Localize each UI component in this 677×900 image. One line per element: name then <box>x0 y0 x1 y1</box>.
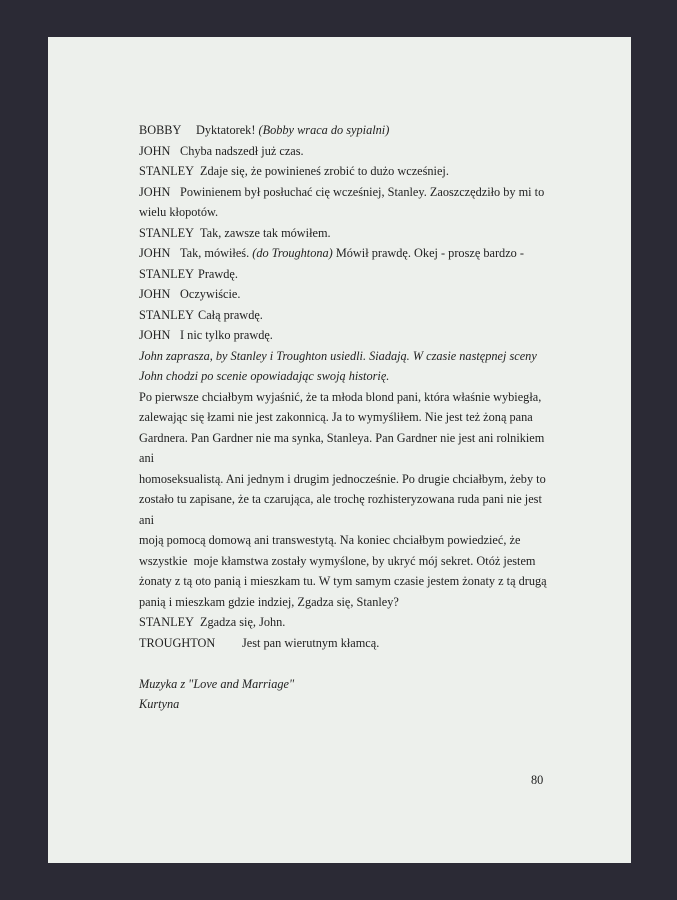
monologue-line: Po pierwsze chciałbym wyjaśnić, że ta młoda blond pani, która właśnie wybiegła, <box>139 389 542 404</box>
dialogue-line <box>139 182 559 203</box>
speaker-name: STANLEY <box>139 615 195 629</box>
dialogue-line <box>139 243 559 264</box>
monologue-line: homoseksualistą. Ani jednym i drugim jednocześnie. Po drugie chciałbym, żeby to <box>139 471 546 486</box>
dialogue-text: Oczywiście. <box>180 287 241 301</box>
monologue-line: panią i mieszkam gdzie indziej, Zgadza się, Stanley? <box>139 594 399 609</box>
dialogue-line <box>139 161 559 182</box>
dialogue-text: Prawdę. <box>198 266 238 281</box>
dialogue-text: Dyktatorek! <box>196 123 256 137</box>
inline-stage-direction: (Bobby wraca do sypialni) <box>258 123 390 137</box>
blank-line <box>139 653 559 674</box>
dialogue-text: I nic tylko prawdę. <box>180 328 273 342</box>
dialogue-line <box>139 305 559 326</box>
speaker-name: JOHN <box>139 246 171 260</box>
monologue-line: zostało tu zapisane, że ta czarująca, ale trochę rozhisteryzowana ruda pani nie jest ani <box>139 492 542 527</box>
dialogue-continuation: wielu kłopotów. <box>139 205 219 219</box>
dialogue-line <box>139 325 559 346</box>
dialogue-text: Tak, zawsze tak mówiłem. <box>200 225 331 240</box>
speaker-name: TROUGHTON <box>139 635 216 650</box>
dialogue-text: Powinienem był posłuchać cię wcześniej, Stanley. Zaoszczędziło by mi to <box>180 184 545 199</box>
inline-stage-direction: (do Troughtona) <box>252 246 333 260</box>
speaker-name: STANLEY <box>139 266 195 281</box>
monologue-line: wszystkie moje kłamstwa zostały wymyślone, by ukryć mój sekret. Otóż jestem <box>139 553 536 568</box>
monologue-line: żonaty z tą oto panią i mieszkam tu. W tym samym czasie jestem żonaty z tą drugą <box>139 574 547 588</box>
dialogue-text: Zgadza się, John. <box>200 615 286 629</box>
speaker-name: STANLEY <box>139 225 195 240</box>
dialogue-text: Całą prawdę. <box>198 307 263 322</box>
dialogue-line <box>139 120 559 141</box>
dialogue-text: Chyba nadszedł już czas. <box>180 143 304 158</box>
dialogue-text: Zdaje się, że powinieneś zrobić to dużo wcześniej. <box>200 164 449 178</box>
monologue-line: moją pomocą domową ani transwestytą. Na koniec chciałbym powiedzieć, że <box>139 533 521 547</box>
dialogue-line <box>139 264 559 285</box>
dialogue-line <box>139 223 559 244</box>
dialogue-line <box>139 141 559 162</box>
dialogue-text-after: Mówił prawdę. Okej - proszę bardzo - <box>335 246 524 260</box>
dialogue-line <box>139 284 559 305</box>
script-text <box>139 120 559 715</box>
speaker-name: JOHN <box>139 143 171 158</box>
speaker-name: STANLEY <box>139 164 195 178</box>
speaker-name: JOHN <box>139 184 171 199</box>
stage-direction: John zaprasza, by Stanley i Troughton usiedli. Siadają. W czasie następnej sceny <box>139 348 537 363</box>
document-page <box>48 37 631 863</box>
stage-direction: John chodzi po scenie opowiadając swoją historię. <box>139 369 390 383</box>
monologue-line: Gardnera. Pan Gardner nie ma synka, Stanleya. Pan Gardner nie jest ani rolnikiem ani <box>139 430 545 465</box>
monologue-line: zalewając się łzami nie jest zakonnicą. Ja to wymyśliłem. Nie jest też żoną pana <box>139 410 533 424</box>
page-number: 80 <box>531 773 544 787</box>
speaker-name: JOHN <box>139 328 171 342</box>
final-direction: Kurtyna <box>139 697 180 711</box>
dialogue-line <box>139 633 559 654</box>
dialogue-line <box>139 612 559 633</box>
final-direction: Muzyka z "Love and Marriage" <box>139 676 295 691</box>
speaker-name: JOHN <box>139 287 171 301</box>
speaker-name: STANLEY <box>139 307 195 322</box>
dialogue-text: Tak, mówiłeś. <box>180 246 250 260</box>
speaker-name: BOBBY <box>139 123 182 137</box>
dialogue-text: Jest pan wierutnym kłamcą. <box>242 635 380 650</box>
